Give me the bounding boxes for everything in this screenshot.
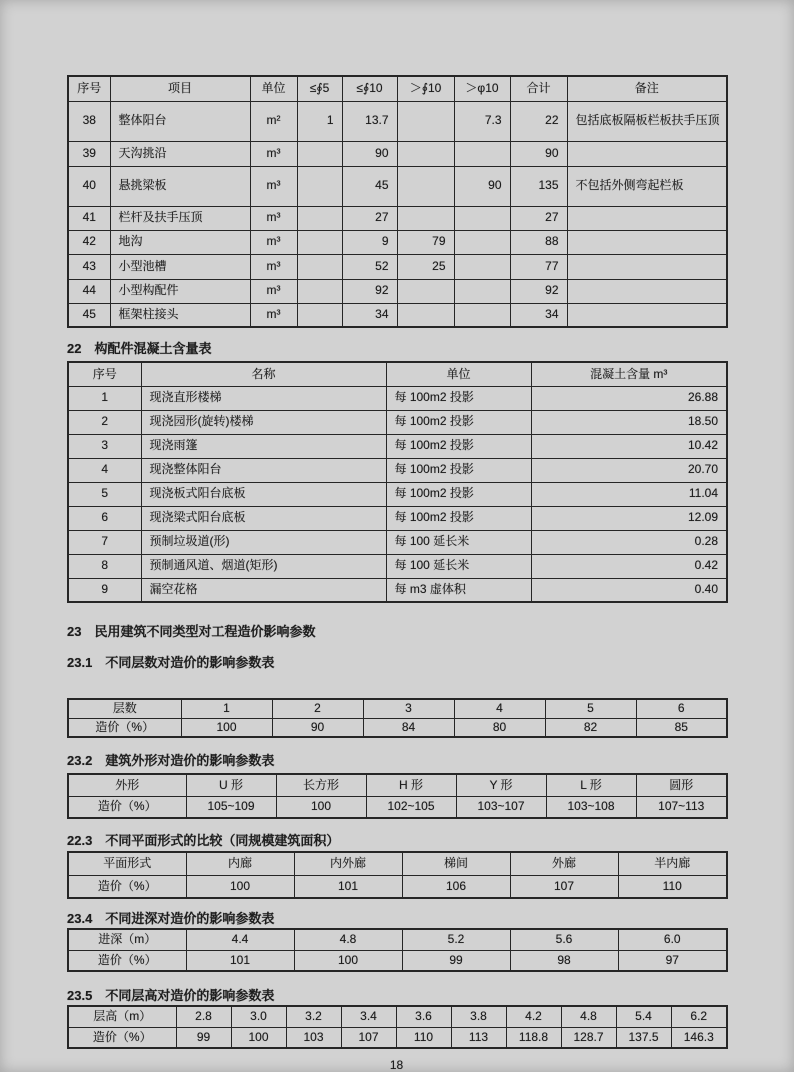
table-cell: 现浇板式阳台底板	[141, 482, 386, 506]
column-header-cell: 内廊	[186, 852, 294, 875]
column-header-cell: 3.6	[396, 1006, 451, 1027]
table-cell: 现浇直形楼梯	[141, 386, 386, 410]
table-row	[68, 101, 727, 141]
table-cell: 每 100m2 投影	[386, 434, 531, 458]
table-cell: 造价（%）	[68, 950, 186, 971]
column-header-cell: 3	[363, 699, 454, 718]
table-cell	[567, 141, 727, 166]
table-row	[68, 852, 727, 875]
table-cell: 90	[454, 166, 510, 206]
bay-depth-cost-table	[67, 928, 728, 972]
table-cell	[454, 254, 510, 279]
table-cell: 100	[231, 1027, 286, 1048]
table-row	[68, 774, 727, 796]
section-number: 22	[67, 341, 82, 356]
table-row	[68, 554, 727, 578]
table-cell: 13.7	[342, 101, 397, 141]
table-cell	[397, 166, 454, 206]
column-header-cell: 3.2	[286, 1006, 341, 1027]
table-row	[68, 699, 727, 718]
table-cell: 107	[341, 1027, 396, 1048]
table-cell: 118.8	[506, 1027, 561, 1048]
section-heading-23-5	[67, 987, 726, 1005]
table-row	[68, 206, 727, 230]
table-cell: 12.09	[531, 506, 727, 530]
table-cell: 1	[297, 101, 342, 141]
column-header-cell: 6	[636, 699, 727, 718]
column-header-cell: 内外廊	[294, 852, 402, 875]
table-cell: 22	[510, 101, 567, 141]
table-cell	[567, 254, 727, 279]
table-cell: 10.42	[531, 434, 727, 458]
table-cell: 103~108	[546, 796, 636, 818]
table-cell: 85	[636, 718, 727, 737]
table-cell: 26.88	[531, 386, 727, 410]
table-cell: 8	[68, 554, 141, 578]
table-cell: 39	[68, 141, 110, 166]
table-cell: 造价（%）	[68, 1027, 176, 1048]
column-header-cell: 层数	[68, 699, 181, 718]
column-header-cell: 4.4	[186, 929, 294, 950]
table-cell: 6	[68, 506, 141, 530]
column-header-cell: 4.2	[506, 1006, 561, 1027]
table-row	[68, 434, 727, 458]
table-cell: 52	[342, 254, 397, 279]
column-header-cell: 平面形式	[68, 852, 186, 875]
table-cell: m³	[250, 206, 297, 230]
column-header-cell: ≤∮5	[297, 76, 342, 101]
column-header-cell: 4.8	[294, 929, 402, 950]
table-cell: 106	[402, 875, 510, 898]
table-cell	[397, 279, 454, 303]
table-cell	[297, 303, 342, 327]
table-cell: 100	[181, 718, 272, 737]
column-header-cell: 进深（m）	[68, 929, 186, 950]
table-cell: 110	[618, 875, 727, 898]
table-cell	[397, 303, 454, 327]
section-heading-22-3	[67, 832, 726, 850]
table-cell	[454, 206, 510, 230]
section-heading-23	[67, 623, 726, 641]
page-number: 18	[389, 1058, 404, 1072]
table-cell: 不包括外侧弯起栏板	[567, 166, 727, 206]
table-cell: 92	[342, 279, 397, 303]
table-row	[68, 230, 727, 254]
table-cell: 小型构配件	[110, 279, 250, 303]
table-cell	[297, 279, 342, 303]
section-title: 不同层高对造价的影响参数表	[105, 988, 275, 1003]
column-header-cell: 层高（m）	[68, 1006, 176, 1027]
table-cell: m³	[250, 166, 297, 206]
table-cell: 每 100m2 投影	[386, 386, 531, 410]
building-shape-cost-table	[67, 773, 728, 819]
table-cell: 7	[68, 530, 141, 554]
storey-height-cost-table	[67, 1005, 728, 1049]
column-header-cell: ＞∮10	[397, 76, 454, 101]
column-header-cell: 6.2	[671, 1006, 727, 1027]
table-row	[68, 796, 727, 818]
column-header-cell: 5.2	[402, 929, 510, 950]
table-cell: 预制垃圾道(形)	[141, 530, 386, 554]
table-cell: m³	[250, 254, 297, 279]
column-header-cell: 5	[545, 699, 636, 718]
table-row	[68, 362, 727, 386]
table-cell: 悬挑梁板	[110, 166, 250, 206]
table-cell: m²	[250, 101, 297, 141]
table-cell	[297, 141, 342, 166]
table-cell	[454, 303, 510, 327]
table-cell: 每 100m2 投影	[386, 410, 531, 434]
table-cell: 34	[342, 303, 397, 327]
table-cell: 113	[451, 1027, 506, 1048]
table-row	[68, 458, 727, 482]
column-header-cell: 长方形	[276, 774, 366, 796]
table-cell: 100	[186, 875, 294, 898]
table-row	[68, 386, 727, 410]
table-cell: 79	[397, 230, 454, 254]
table-cell: 90	[342, 141, 397, 166]
table-cell: 2	[68, 410, 141, 434]
column-header-cell: 3.0	[231, 1006, 286, 1027]
table-cell: 3	[68, 434, 141, 458]
table-row	[68, 578, 727, 602]
column-header-cell: U 形	[186, 774, 276, 796]
table-cell: 88	[510, 230, 567, 254]
table-row	[68, 76, 727, 101]
column-header-cell: Y 形	[456, 774, 546, 796]
table-cell: 整体阳台	[110, 101, 250, 141]
section-title: 民用建筑不同类型对工程造价影响参数	[94, 624, 316, 639]
table-cell: 84	[363, 718, 454, 737]
section-number: 23.5	[67, 988, 93, 1003]
table-cell: m³	[250, 279, 297, 303]
table-cell	[567, 279, 727, 303]
table-cell: 栏杆及扶手压顶	[110, 206, 250, 230]
table-cell: 107	[510, 875, 618, 898]
table-cell: 100	[294, 950, 402, 971]
table-cell: 128.7	[561, 1027, 616, 1048]
column-header-cell: 单位	[250, 76, 297, 101]
column-header-cell: 1	[181, 699, 272, 718]
section-heading-22	[67, 340, 726, 358]
table-row	[68, 1006, 727, 1027]
table-cell: 44	[68, 279, 110, 303]
column-header-cell: 5.4	[616, 1006, 671, 1027]
table-cell: 34	[510, 303, 567, 327]
table-cell: 每 100m2 投影	[386, 506, 531, 530]
column-header-cell: 2	[272, 699, 363, 718]
table-cell: 105~109	[186, 796, 276, 818]
table-cell: 每 100 延长米	[386, 554, 531, 578]
table-cell: 框架柱接头	[110, 303, 250, 327]
table-cell	[397, 101, 454, 141]
rebar-quantity-table	[67, 75, 728, 328]
table-cell: 造价（%）	[68, 875, 186, 898]
table-cell: 98	[510, 950, 618, 971]
table-cell: 38	[68, 101, 110, 141]
table-row	[68, 530, 727, 554]
table-cell: 4	[68, 458, 141, 482]
table-cell	[454, 279, 510, 303]
table-cell: 9	[68, 578, 141, 602]
table-cell: 20.70	[531, 458, 727, 482]
column-header-cell: 3.8	[451, 1006, 506, 1027]
table-cell: 5	[68, 482, 141, 506]
table-cell: 40	[68, 166, 110, 206]
table-row	[68, 1027, 727, 1048]
table-row	[68, 482, 727, 506]
table-cell: 现浇雨篷	[141, 434, 386, 458]
section-title: 不同平面形式的比较（同规模建筑面积）	[105, 833, 340, 848]
section-number: 23.1	[67, 655, 93, 670]
column-header-cell: 3.4	[341, 1006, 396, 1027]
table-cell: 0.42	[531, 554, 727, 578]
table-cell: 90	[272, 718, 363, 737]
column-header-cell: 4	[454, 699, 545, 718]
table-cell	[454, 230, 510, 254]
column-header-cell: 外廊	[510, 852, 618, 875]
table-cell: 80	[454, 718, 545, 737]
table-cell: 现浇梁式阳台底板	[141, 506, 386, 530]
table-cell: 地沟	[110, 230, 250, 254]
section-heading-23-4	[67, 910, 726, 928]
table-cell: 82	[545, 718, 636, 737]
table-cell: m³	[250, 141, 297, 166]
floors-cost-table	[67, 698, 728, 738]
column-header-cell: 6.0	[618, 929, 727, 950]
table-cell: 9	[342, 230, 397, 254]
section-number: 23	[67, 624, 82, 639]
table-cell: 107~113	[636, 796, 727, 818]
table-cell: 预制通风道、烟道(矩形)	[141, 554, 386, 578]
table-cell: 97	[618, 950, 727, 971]
column-header-cell: 半内廊	[618, 852, 727, 875]
table-cell: 135	[510, 166, 567, 206]
table-row	[68, 279, 727, 303]
table-cell: 漏空花格	[141, 578, 386, 602]
table-row	[68, 718, 727, 737]
table-cell: m³	[250, 303, 297, 327]
table-cell: 137.5	[616, 1027, 671, 1048]
table-cell: 101	[186, 950, 294, 971]
table-cell: 7.3	[454, 101, 510, 141]
table-row	[68, 929, 727, 950]
table-cell: 现浇整体阳台	[141, 458, 386, 482]
section-title: 不同进深对造价的影响参数表	[105, 911, 275, 926]
table-cell: 包括底板隔板栏板扶手压顶	[567, 101, 727, 141]
column-header-cell: 备注	[567, 76, 727, 101]
column-header-cell: 2.8	[176, 1006, 231, 1027]
section-title: 建筑外形对造价的影响参数表	[105, 753, 275, 768]
table-cell: 每 100m2 投影	[386, 482, 531, 506]
section-number: 22.3	[67, 833, 93, 848]
table-cell: 43	[68, 254, 110, 279]
table-cell	[297, 230, 342, 254]
table-cell: 11.04	[531, 482, 727, 506]
section-title: 不同层数对造价的影响参数表	[105, 655, 275, 670]
table-cell: 天沟挑沿	[110, 141, 250, 166]
table-cell: 77	[510, 254, 567, 279]
table-cell: 0.40	[531, 578, 727, 602]
table-cell: 99	[176, 1027, 231, 1048]
table-cell: 27	[342, 206, 397, 230]
table-cell: 110	[396, 1027, 451, 1048]
table-row	[68, 254, 727, 279]
table-cell: 103	[286, 1027, 341, 1048]
table-row	[68, 506, 727, 530]
column-header-cell: 序号	[68, 362, 141, 386]
table-cell	[454, 141, 510, 166]
section-title: 构配件混凝土含量表	[94, 341, 212, 356]
section-heading-23-2	[67, 752, 726, 770]
table-cell: m³	[250, 230, 297, 254]
table-cell: 小型池槽	[110, 254, 250, 279]
column-header-cell: 4.8	[561, 1006, 616, 1027]
table-cell	[297, 254, 342, 279]
table-row	[68, 950, 727, 971]
table-row	[68, 166, 727, 206]
column-header-cell: H 形	[366, 774, 456, 796]
column-header-cell: 梯间	[402, 852, 510, 875]
table-cell: 92	[510, 279, 567, 303]
table-cell: 90	[510, 141, 567, 166]
table-row	[68, 303, 727, 327]
table-cell	[297, 206, 342, 230]
table-row	[68, 410, 727, 434]
plan-form-cost-table	[67, 851, 728, 899]
table-cell: 27	[510, 206, 567, 230]
table-cell: 103~107	[456, 796, 546, 818]
table-cell	[567, 303, 727, 327]
column-header-cell: 项目	[110, 76, 250, 101]
table-cell	[297, 166, 342, 206]
table-cell: 每 100 延长米	[386, 530, 531, 554]
table-cell	[397, 141, 454, 166]
table-cell: 18.50	[531, 410, 727, 434]
table-cell: 每 100m2 投影	[386, 458, 531, 482]
table-cell: 101	[294, 875, 402, 898]
table-cell: 45	[68, 303, 110, 327]
section-heading-23-1	[67, 654, 726, 672]
column-header-cell: 外形	[68, 774, 186, 796]
column-header-cell: L 形	[546, 774, 636, 796]
section-number: 23.2	[67, 753, 93, 768]
table-cell: 1	[68, 386, 141, 410]
table-row	[68, 875, 727, 898]
section-number: 23.4	[67, 911, 93, 926]
table-cell: 造价（%）	[68, 718, 181, 737]
column-header-cell: 单位	[386, 362, 531, 386]
table-cell	[567, 230, 727, 254]
column-header-cell: 序号	[68, 76, 110, 101]
table-cell: 41	[68, 206, 110, 230]
concrete-content-table	[67, 361, 728, 603]
table-row	[68, 141, 727, 166]
column-header-cell: 合计	[510, 76, 567, 101]
column-header-cell: ≤∮10	[342, 76, 397, 101]
table-cell: 现浇园形(旋转)楼梯	[141, 410, 386, 434]
table-cell: 102~105	[366, 796, 456, 818]
column-header-cell: 名称	[141, 362, 386, 386]
table-cell: 25	[397, 254, 454, 279]
table-cell: 45	[342, 166, 397, 206]
column-header-cell: 混凝土含量 m³	[531, 362, 727, 386]
column-header-cell: 圆形	[636, 774, 727, 796]
table-cell: 146.3	[671, 1027, 727, 1048]
table-cell: 0.28	[531, 530, 727, 554]
table-cell: 造价（%）	[68, 796, 186, 818]
column-header-cell: 5.6	[510, 929, 618, 950]
table-cell: 每 m3 虚体积	[386, 578, 531, 602]
table-cell: 100	[276, 796, 366, 818]
table-cell	[567, 206, 727, 230]
table-cell: 42	[68, 230, 110, 254]
table-cell	[397, 206, 454, 230]
column-header-cell: ＞φ10	[454, 76, 510, 101]
table-cell: 99	[402, 950, 510, 971]
